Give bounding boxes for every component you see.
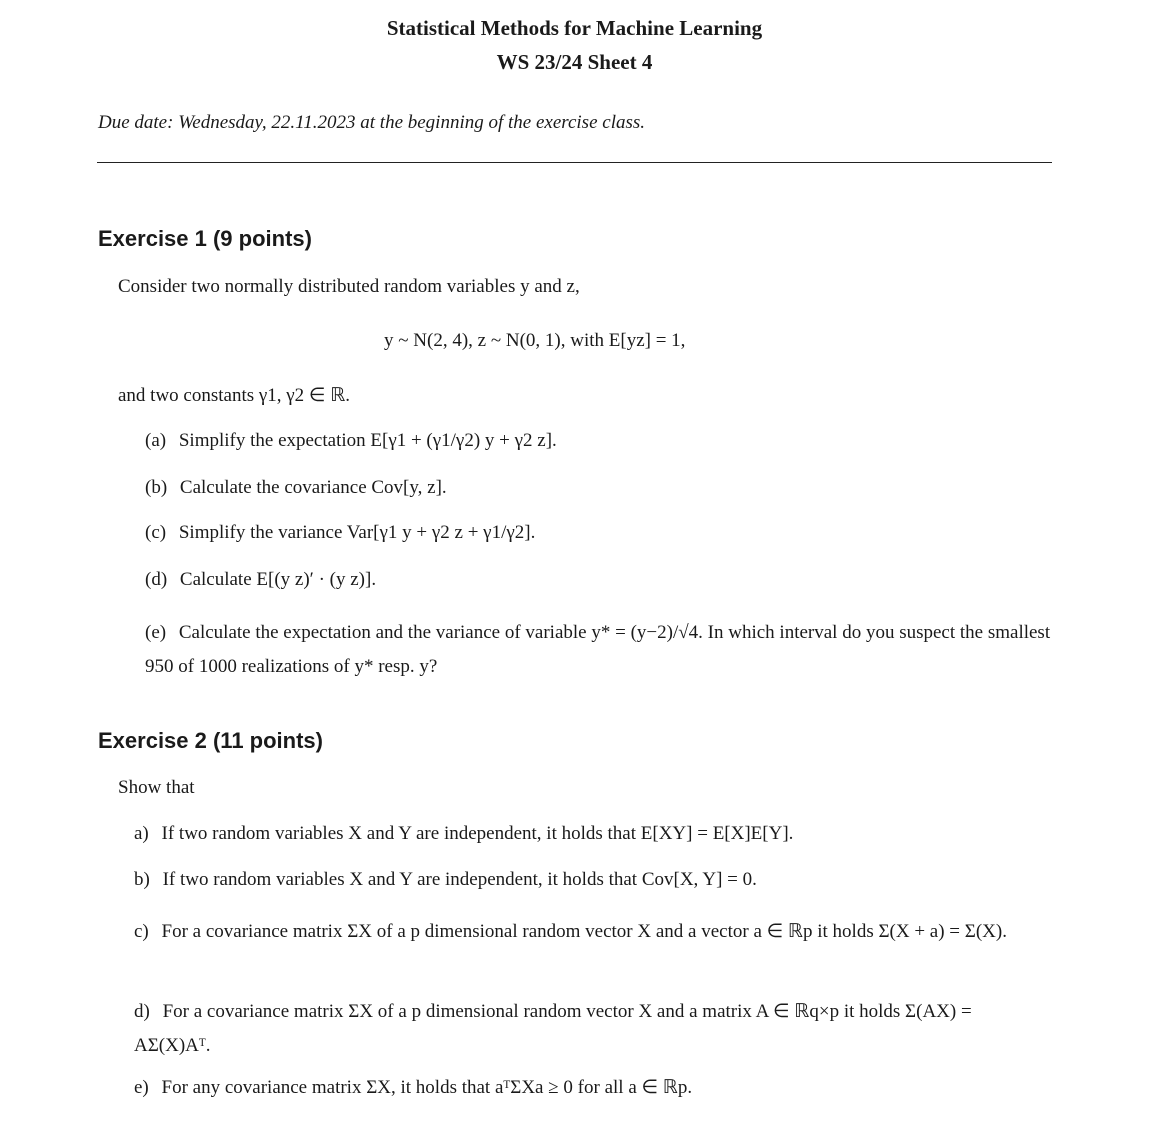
part-label: c) xyxy=(134,921,149,942)
exercise-1-intro xyxy=(118,276,580,298)
exercise-2-part-c xyxy=(134,915,1052,949)
exercise-2-part-b xyxy=(134,869,757,891)
part-text: If two random variables X and Y are independent, it holds that E[XY] = E[X]E[Y]. xyxy=(161,823,794,844)
sheet-title: Statistical Methods for Machine Learning xyxy=(386,16,763,40)
part-text: Simplify the variance Var[γ1 y + γ2 z + γ1/γ2]. xyxy=(178,522,536,543)
part-text: For a covariance matrix ΣX of a p dimensional random vector X and a vector a ∈ ℝp it holds Σ(X + a) = Σ(X). xyxy=(161,921,1007,942)
part-text: For any covariance matrix ΣX, it holds that aᵀΣXa ≥ 0 for all a ∈ ℝp. xyxy=(161,1077,693,1098)
exercise-1-intro-text: Consider two normally distributed random variables y and z, xyxy=(118,276,580,297)
exercise-2-part-a xyxy=(134,823,793,845)
exercise-1-display-equation xyxy=(384,330,685,352)
part-label: (a) xyxy=(145,430,167,451)
part-label: (c) xyxy=(145,522,167,543)
part-text: Calculate the expectation and the variance of variable y* = (y−2)/√4. In which interval do you suspect the smallest 950 of 1000 realizations of y* resp. y? xyxy=(145,622,1051,677)
part-text: For a covariance matrix ΣX of a p dimensional random vector X and a matrix A ∈ ℝq×p it holds Σ(AX) = AΣ(X)Aᵀ. xyxy=(134,1001,972,1056)
exercise-2-heading: Exercise 2 (11 points) xyxy=(98,728,323,753)
exercise-2-part-d xyxy=(134,995,1052,1063)
display-equation-text: y ~ N(2, 4), z ~ N(0, 1), with E[yz] = 1, xyxy=(384,330,686,351)
part-label: (b) xyxy=(145,477,168,498)
part-label: b) xyxy=(134,869,150,890)
part-text: Simplify the expectation E[γ1 + (γ1/γ2) y + γ2 z]. xyxy=(178,430,557,451)
part-text: If two random variables X and Y are independent, it holds that Cov[X, Y] = 0. xyxy=(162,869,757,890)
exercise-1-part-c xyxy=(145,522,535,544)
part-label: d) xyxy=(134,1001,150,1022)
exercise-2-part-e xyxy=(134,1076,692,1099)
exercise-1-part-d xyxy=(145,569,376,591)
due-date: Due date: Wednesday, 22.11.2023 at the beginning of the exercise class. xyxy=(98,112,646,133)
part-label: e) xyxy=(134,1077,149,1098)
part-label: (d) xyxy=(145,569,168,590)
part-label: a) xyxy=(134,823,149,844)
part-label: (e) xyxy=(145,622,167,643)
exercise-2-intro: Show that xyxy=(118,777,195,798)
part-text: Calculate the covariance Cov[y, z]. xyxy=(179,477,447,498)
header-divider xyxy=(97,162,1052,163)
exercise-1-part-e xyxy=(145,616,1051,684)
exercise-1-constants xyxy=(118,384,350,407)
exercise-1-heading: Exercise 1 (9 points) xyxy=(98,226,312,251)
exercise-1-part-b xyxy=(145,477,447,499)
exercise-1-part-a xyxy=(145,430,557,452)
exercise-1-constants-text: and two constants γ1, γ2 ∈ ℝ. xyxy=(118,385,351,406)
part-text: Calculate E[(y z)′ · (y z)]. xyxy=(179,569,377,590)
sheet-subtitle: WS 23/24 Sheet 4 xyxy=(496,50,653,74)
